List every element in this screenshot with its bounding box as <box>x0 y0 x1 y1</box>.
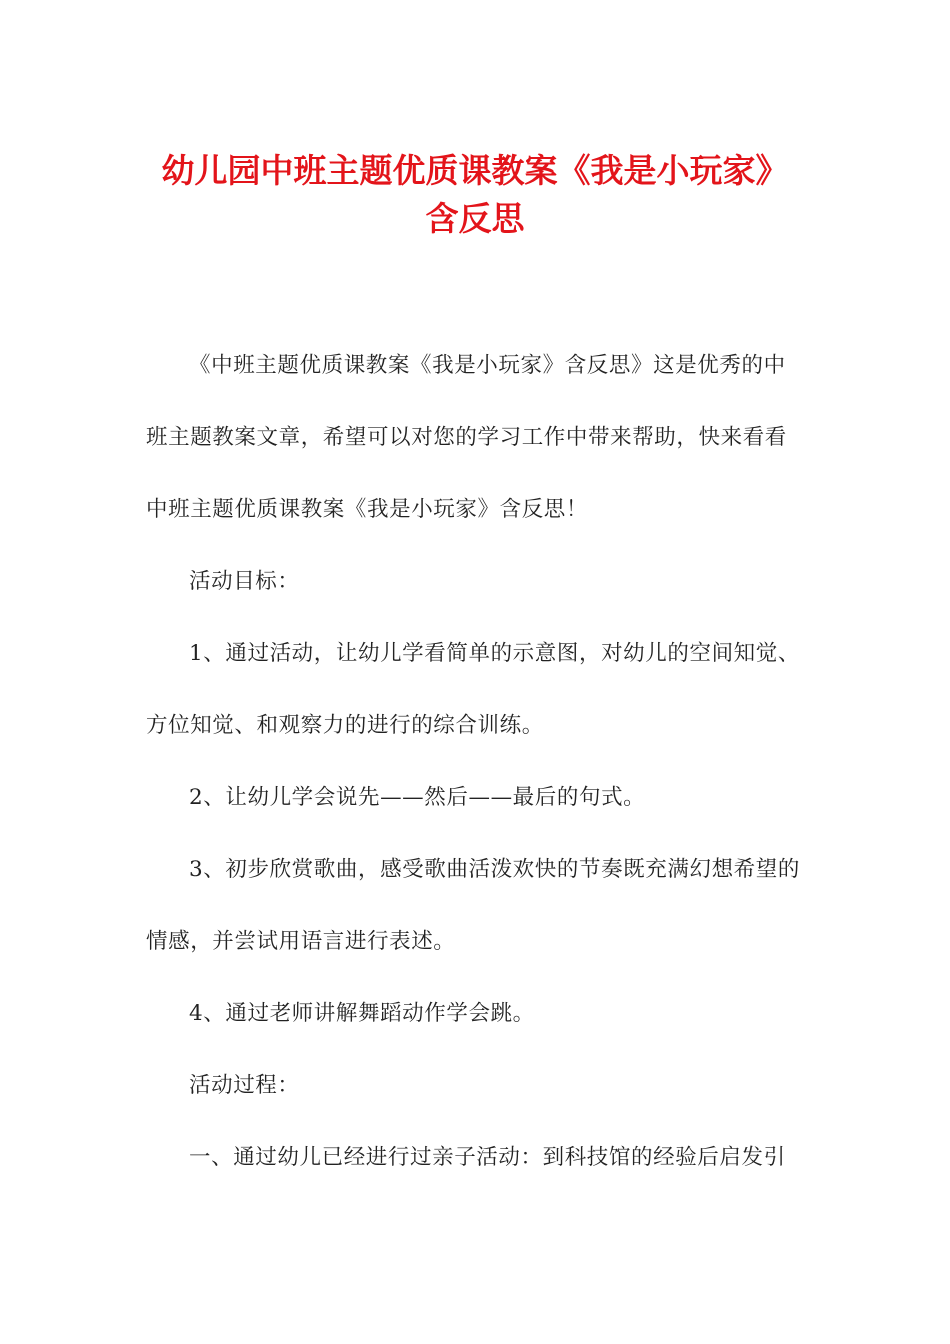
text-line: 2、让幼儿学会说先——然后——最后的句式。 <box>189 785 646 810</box>
text-line: 中班主题优质课教案《我是小玩家》含反思！ <box>146 497 589 522</box>
section-heading: 活动过程： <box>189 1073 300 1098</box>
document-body <box>146 330 806 1194</box>
text-line: 3、初步欣赏歌曲，感受歌曲活泼欢快的节奏既充满幻想希望的 <box>189 857 800 882</box>
paragraph-process-heading <box>146 1050 806 1122</box>
text-line: 4、通过老师讲解舞蹈动作学会跳。 <box>189 1001 535 1026</box>
paragraph-objectives-heading <box>146 546 806 618</box>
paragraph-intro <box>146 330 806 546</box>
text-line: 一、通过幼儿已经进行过亲子活动：到科技馆的经验后启发引 <box>189 1145 786 1170</box>
text-line: 方位知觉、和观察力的进行的综合训练。 <box>146 713 544 738</box>
paragraph-objective-2 <box>146 762 806 834</box>
text-line: 情感，并尝试用语言进行表述。 <box>146 929 456 954</box>
document-title-line-1: 幼儿园中班主题优质课教案《我是小玩家》 <box>161 151 789 190</box>
paragraph-objective-4 <box>146 978 806 1050</box>
text-line: 《中班主题优质课教案《我是小玩家》含反思》这是优秀的中 <box>189 353 786 378</box>
paragraph-process-step-1 <box>146 1122 806 1194</box>
text-line: 1、通过活动，让幼儿学看简单的示意图，对幼儿的空间知觉、 <box>189 641 800 666</box>
paragraph-objective-1 <box>146 618 806 762</box>
section-heading: 活动目标： <box>189 569 300 594</box>
document-title-line-2: 含反思 <box>425 199 525 238</box>
text-line: 班主题教案文章，希望可以对您的学习工作中带来帮助，快来看看 <box>146 425 787 450</box>
paragraph-objective-3 <box>146 834 806 978</box>
